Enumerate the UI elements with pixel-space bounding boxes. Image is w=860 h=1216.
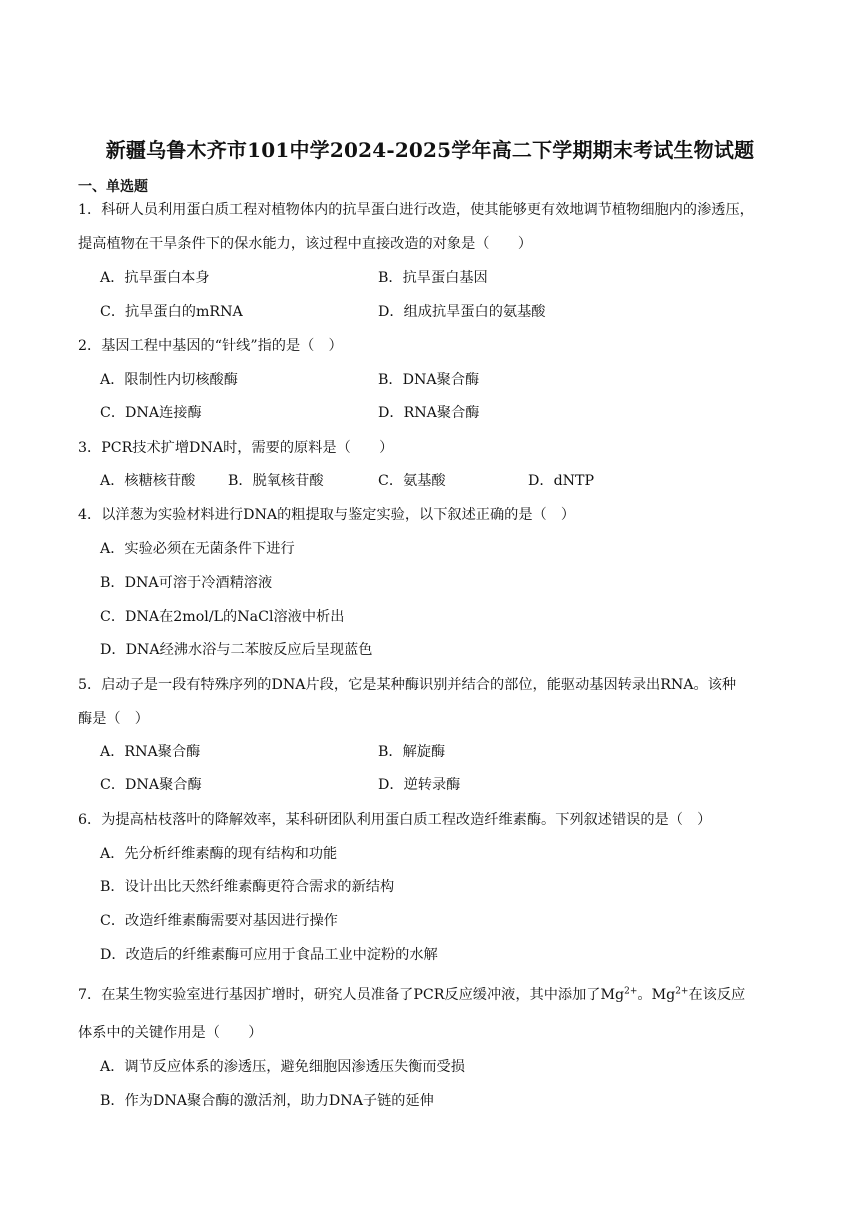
option-a: A．实验必须在无菌条件下进行: [100, 541, 295, 557]
option-b: B．解旋酶: [378, 744, 446, 760]
option-a: A．抗旱蛋白本身: [100, 270, 210, 286]
option-b: B．设计出比天然纤维素酶更符合需求的新结构: [100, 879, 395, 895]
exam-title: 新疆乌鲁木齐市101中学2024-2025学年高二下学期期末考试生物试题: [105, 138, 755, 162]
option-d: D．组成抗旱蛋白的氨基酸: [378, 304, 546, 320]
option-a: A．核糖核苷酸: [100, 473, 196, 489]
section-heading: 一、单选题: [78, 179, 148, 195]
question-stem: 2．基因工程中基因的“针线”指的是（ ）: [78, 338, 343, 354]
option-c: C．DNA聚合酶: [100, 777, 202, 793]
option-c: C．氨基酸: [378, 473, 446, 489]
option-b: B．作为DNA聚合酶的激活剂，助力DNA子链的延伸: [100, 1093, 434, 1109]
option-a: A．RNA聚合酶: [100, 744, 201, 760]
option-b: B．抗旱蛋白基因: [378, 270, 488, 286]
option-c: C．DNA连接酶: [100, 405, 202, 421]
question-stem: [78, 978, 788, 1012]
option-d: D．DNA经沸水浴与二苯胺反应后呈现蓝色: [100, 642, 373, 658]
option-b: B．DNA聚合酶: [378, 372, 480, 388]
question-stem: 提高植物在干旱条件下的保水能力，该过程中直接改造的对象是（ ）: [78, 236, 533, 252]
stem-text: 在该反应: [688, 987, 746, 1003]
question-stem: 3．PCR技术扩增DNA时，需要的原料是（ ）: [78, 440, 394, 456]
option-c: C．DNA在2mol/L的NaCl溶液中析出: [100, 609, 345, 625]
stem-text: 7．在某生物实验室进行基因扩增时，研究人员准备了PCR反应缓冲液，其中添加了Mg: [78, 987, 625, 1003]
option-a: A．先分析纤维素酶的现有结构和功能: [100, 846, 338, 862]
question-stem: 1．科研人员利用蛋白质工程对植物体内的抗旱蛋白进行改造，使其能够更有效地调节植物细胞内的渗透压，: [78, 202, 754, 218]
question-stem: 体系中的关键作用是（ ）: [78, 1025, 263, 1041]
question-stem: 酶是（ ）: [78, 711, 149, 727]
question-stem: 6．为提高枯枝落叶的降解效率，某科研团队利用蛋白质工程改造纤维素酶。下列叙述错误的是（ ）: [78, 812, 712, 828]
question-stem: 5．启动子是一段有特殊序列的DNA片段，它是某种酶识别并结合的部位，能驱动基因转录出RNA。该种: [78, 677, 737, 693]
option-c: C．改造纤维素酶需要对基因进行操作: [100, 913, 338, 929]
option-d: D．逆转录酶: [378, 777, 461, 793]
stem-text: 。Mg: [637, 987, 676, 1003]
option-d: D．改造后的纤维素酶可应用于食品工业中淀粉的水解: [100, 947, 438, 963]
option-c: C．抗旱蛋白的mRNA: [100, 304, 243, 320]
option-d: D．RNA聚合酶: [378, 405, 480, 421]
question-stem: 4．以洋葱为实验材料进行DNA的粗提取与鉴定实验，以下叙述正确的是（ ）: [78, 507, 576, 523]
option-b: B．脱氧核苷酸: [228, 473, 324, 489]
option-d: D．dNTP: [528, 473, 595, 489]
superscript-charge: 2+: [675, 986, 689, 997]
option-a: A．调节反应体系的渗透压，避免细胞因渗透压失衡而受损: [100, 1059, 465, 1075]
superscript-charge: 2+: [624, 986, 638, 997]
option-a: A．限制性内切核酸酶: [100, 372, 238, 388]
option-b: B．DNA可溶于冷酒精溶液: [100, 575, 273, 591]
